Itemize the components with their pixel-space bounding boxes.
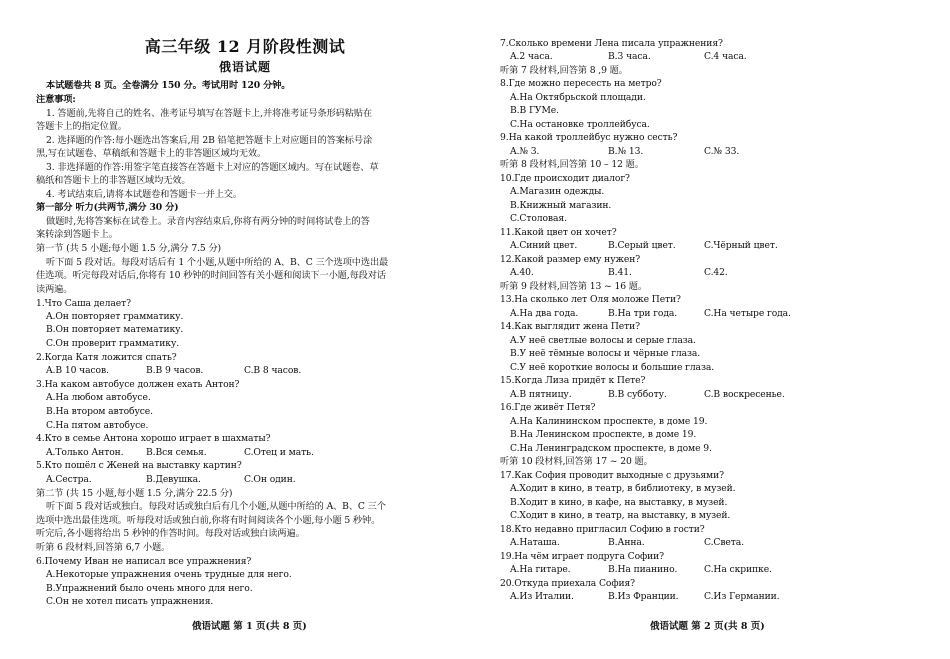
question-17-option-c: C.Ходит в кино, в театр, на выставку, в музей. [510, 510, 731, 521]
question-2-option-b: B.В 9 часов. [146, 365, 204, 376]
question-5-option-c: C.Он один. [244, 474, 296, 485]
question-18-option-a: A.Наташа. [510, 537, 560, 548]
question-13-option-c: C.На четыре года. [704, 308, 791, 319]
question-3-option-a: A.На любом автобусе. [46, 392, 151, 403]
page-footer-left: 俄语试题 第 1 页(共 8 页) [192, 621, 307, 632]
question-5-stem: 5.Кто пошёл с Женей на выставку картин? [36, 460, 242, 471]
part1-heading: 第一部分 听力(共两节,满分 30 分) [36, 202, 179, 213]
question-8-option-a: A.На Октябрьской площади. [510, 92, 646, 103]
part1-intro: 做题时,先将答案标在试卷上。录音内容结束后,你将有两分钟的时间将试卷上的答 [46, 216, 370, 227]
question-20-stem: 20.Откуда приехала София? [500, 578, 635, 589]
question-6-stem: 6.Почему Иван не написал все упражнения? [36, 556, 252, 567]
question-17-stem: 17.Как София проводит выходные с друзьями? [500, 470, 724, 481]
question-2-stem: 2.Когда Катя ложится спать? [36, 352, 177, 363]
page-footer-right: 俄语试题 第 2 页(共 8 页) [650, 621, 765, 632]
question-4-stem: 4.Кто в семье Антона хорошо играет в шахматы? [36, 433, 271, 444]
passage-6-label: 听第 6 段材料,回答第 6,7 小题。 [36, 542, 171, 553]
note-3: 3. 非选择题的作答:用签字笔直接答在答题卡上对应的答题区域内。写在试题卷、草 [46, 162, 379, 173]
question-5-option-b: B.Девушка. [146, 474, 201, 485]
question-11-stem: 11.Какой цвет он хочет? [500, 227, 617, 238]
question-15-option-a: A.В пятницу. [510, 389, 572, 400]
question-9-option-c: C.№ 33. [704, 146, 740, 157]
question-11-option-a: A.Синий цвет. [510, 240, 578, 251]
question-14-option-c: C.У неё короткие волосы и большие глаза. [510, 362, 715, 373]
question-1-option-b: B.Он повторяет математику. [46, 324, 184, 335]
question-3-option-c: C.На пятом автобусе. [46, 420, 149, 431]
question-1-stem: 1.Что Саша делает? [36, 298, 131, 309]
question-12-option-c: C.42. [704, 267, 728, 278]
note-1: 1. 答题前,先将自己的姓名、准考证号填写在答题卡上,并将准考证号条形码粘贴在 [46, 108, 373, 119]
exam-meta: 本试题卷共 8 页。全卷满分 150 分。考试用时 120 分钟。 [46, 80, 291, 91]
question-3-stem: 3.На каком автобусе должен ехать Антон? [36, 379, 240, 390]
section1-instructions-cont: 佳选项。听完每段对话后,你将有 10 秒钟的时间回答有关小题和阅读下一小题,每段对话 [36, 270, 386, 281]
question-14-option-b: B.У неё тёмные волосы и чёрные глаза. [510, 348, 701, 359]
question-11-option-c: C.Чёрный цвет. [704, 240, 778, 251]
question-6-option-b: B.Упражнений было очень много для него. [46, 583, 253, 594]
question-16-option-c: C.На Ленинградском проспекте, в доме 9. [510, 443, 712, 454]
question-14-option-a: A.У неё светлые волосы и серые глаза. [510, 335, 696, 346]
question-4-option-b: B.Вся семья. [146, 447, 207, 458]
question-12-option-a: A.40. [510, 267, 534, 278]
question-17-option-a: A.Ходит в кино, в театр, в библиотеку, в музей. [510, 483, 736, 494]
question-17-option-b: B.Ходит в кино, в кафе, на выставку, в музей. [510, 497, 728, 508]
question-13-option-b: B.На три года. [608, 308, 678, 319]
question-18-stem: 18.Кто недавно пригласил Софию в гости? [500, 524, 705, 535]
question-8-option-c: C.На остановке троллейбуса. [510, 119, 650, 130]
question-9-option-a: A.№ 3. [510, 146, 540, 157]
note-2: 2. 选择题的作答:每小题选出答案后,用 2B 铅笔把答题卡上对应题目的答案标号涂 [46, 135, 373, 146]
exam-subtitle: 俄语试题 [218, 60, 271, 74]
question-20-option-a: A.Из Италии. [510, 591, 574, 602]
note-2-cont: 黑,写在试题卷、草稿纸和答题卡上的非答题区域均无效。 [36, 148, 267, 159]
note-4: 4. 考试结束后,请将本试题卷和答题卡一并上交。 [46, 189, 242, 200]
question-15-option-c: C.В воскресенье. [704, 389, 785, 400]
question-19-option-a: A.На гитаре. [510, 564, 571, 575]
question-8-option-b: B.В ГУМе. [510, 105, 559, 116]
question-10-option-b: B.Книжный магазин. [510, 200, 612, 211]
question-3-option-b: B.На втором автобусе. [46, 406, 153, 417]
question-18-option-b: B.Анна. [608, 537, 645, 548]
passage-9-label: 听第 9 段材料,回答第 13 ~ 16 题。 [500, 281, 647, 292]
question-12-option-b: B.41. [608, 267, 632, 278]
section1-instructions-end: 读两遍。 [36, 284, 73, 295]
question-13-stem: 13.На сколько лет Оля моложе Пети? [500, 294, 681, 305]
notes-heading: 注意事项: [36, 94, 76, 105]
section1-instructions: 听下面 5 段对话。每段对话后有 1 个小题,从题中所给的 A、B、C 三个选项中选出最 [46, 257, 389, 268]
question-9-option-b: B.№ 13. [608, 146, 644, 157]
passage-8-label: 听第 8 段材料,回答第 10 – 12 题。 [500, 159, 644, 170]
section1-heading: 第一节 (共 5 小题;每小题 1.5 分,满分 7.5 分) [36, 243, 222, 254]
question-19-stem: 19.На чём играет подруга Софии? [500, 551, 664, 562]
question-16-option-a: A.На Калининском проспекте, в доме 19. [510, 416, 708, 427]
question-15-option-b: B.В субботу. [608, 389, 667, 400]
section2-instructions: 听下面 5 段对话或独白。每段对话或独白后有几个小题,从题中所给的 A、B、C 三个 [46, 501, 386, 512]
question-1-option-a: A.Он повторяет грамматику. [46, 311, 184, 322]
question-10-option-a: A.Магазин одежды. [510, 186, 605, 197]
question-6-option-c: C.Он не хотел писать упражнения. [46, 596, 214, 607]
question-1-option-c: C.Он проверит грамматику. [46, 338, 180, 349]
question-9-stem: 9.На какой троллейбус нужно сесть? [500, 132, 678, 143]
question-20-option-b: B.Из Франции. [608, 591, 679, 602]
question-16-stem: 16.Где живёт Петя? [500, 402, 596, 413]
question-19-option-c: C.На скрипке. [704, 564, 772, 575]
question-20-option-c: C.Из Германии. [704, 591, 780, 602]
question-4-option-c: C.Отец и мать. [244, 447, 314, 458]
section2-heading: 第二节 (共 15 小题,每小题 1.5 分,满分 22.5 分) [36, 488, 233, 499]
question-2-option-a: A.В 10 часов. [46, 365, 109, 376]
question-7-option-c: C.4 часа. [704, 51, 747, 62]
question-10-option-c: C.Столовая. [510, 213, 567, 224]
section2-instructions-cont: 选项中选出最佳选项。听每段对话或独白前,你将有时间阅读各个小题,每小题 5 秒钟。 [36, 515, 381, 526]
question-19-option-b: B.На пианино. [608, 564, 678, 575]
question-12-stem: 12.Какой размер ему нужен? [500, 254, 641, 265]
question-5-option-a: A.Сестра. [46, 474, 92, 485]
question-4-option-a: A.Только Антон. [46, 447, 124, 458]
note-3-cont: 稿纸和答题卡上的非答题区域均无效。 [36, 175, 191, 186]
question-7-stem: 7.Сколько времени Лена писала упражнения? [500, 38, 723, 49]
part1-intro-cont: 案转涂到答题卡上。 [36, 229, 118, 240]
question-13-option-a: A.На два года. [510, 308, 579, 319]
question-16-option-b: B.На Ленинском проспекте, в доме 19. [510, 429, 697, 440]
question-11-option-b: B.Серый цвет. [608, 240, 676, 251]
question-7-option-a: A.2 часа. [510, 51, 553, 62]
passage-10-label: 听第 10 段材料,回答第 17 ~ 20 题。 [500, 456, 653, 467]
question-7-option-b: B.3 часа. [608, 51, 651, 62]
question-10-stem: 10.Где происходит диалог? [500, 173, 630, 184]
question-8-stem: 8.Где можно пересесть на метро? [500, 78, 662, 89]
passage-7-label: 听第 7 段材料,回答第 8 ,9 题。 [500, 65, 628, 76]
question-6-option-a: A.Некоторые упражнения очень трудные для него. [46, 569, 292, 580]
question-18-option-c: C.Света. [704, 537, 744, 548]
note-1-cont: 答题卡上的指定位置。 [36, 121, 127, 132]
question-15-stem: 15.Когда Лиза придёт к Пете? [500, 375, 646, 386]
exam-title: 高三年级 12 月阶段性测试 [144, 37, 346, 56]
section2-instructions-end: 听完后,各小题将给出 5 秒钟的作答时间。每段对话或独白读两遍。 [36, 528, 305, 539]
question-14-stem: 14.Как выглядит жена Пети? [500, 321, 640, 332]
question-2-option-c: C.В 8 часов. [244, 365, 302, 376]
